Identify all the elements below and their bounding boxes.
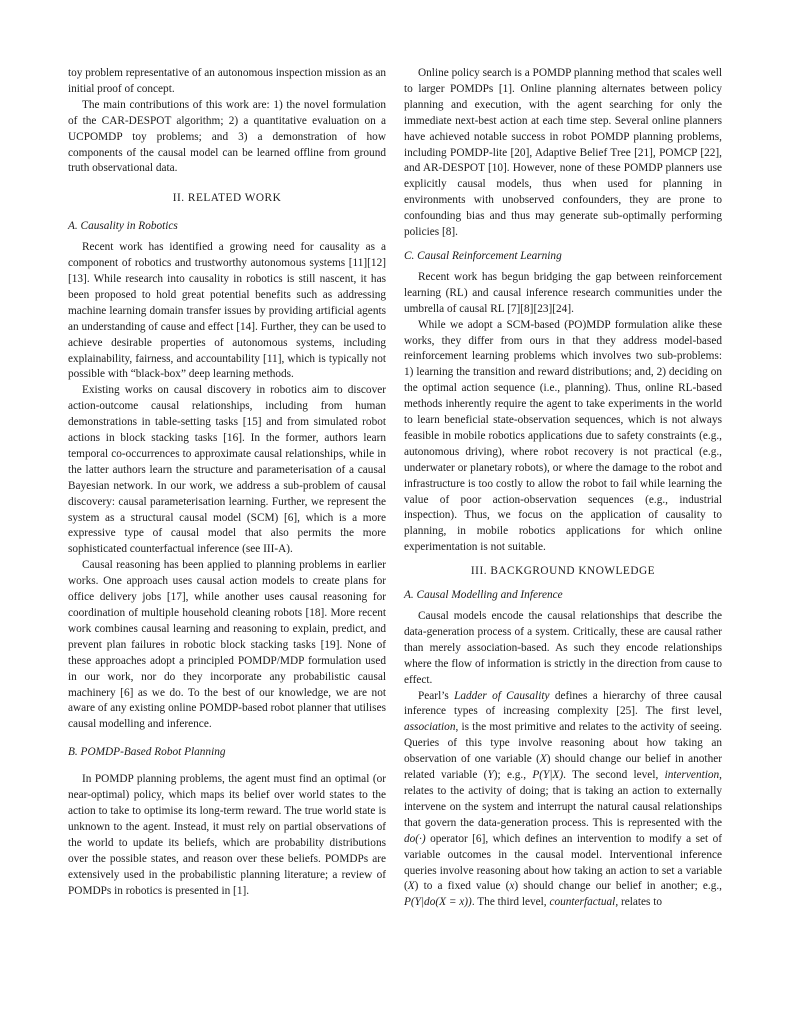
math-p-y-given-x: P(Y|X): [532, 769, 564, 782]
ladder-text-9: ); e.g.,: [493, 769, 533, 782]
ladder-text-5: , is the most primitive and relates to the activity of seeing. Queries of this type involve reasoning about how taking an observation of one variable (: [404, 721, 722, 766]
math-x: X: [539, 753, 547, 766]
math-do-operator: do(·): [404, 832, 426, 845]
causal-models-paragraph: Causal models encode the causal relationships that describe the data-generation process of a system. Critically, these are causal rather than merely association-based. As such they encode relationships where the flow of information is strictly in the direction from cause to effect.: [404, 610, 722, 686]
causality-paragraph-3: Causal reasoning has been applied to planning problems in earlier works. One approach uses causal action models to create plans for office delivery jobs [17], while another uses causal reasoning for coordination of multiple household cleaning robots [18]. More recent work combines causal learning and reasoning to explain, predict, and prevent plan failures in robotic block stacking tasks [19]. None of these approaches adopt a principled POMDP/MDP formulation used in our work, nor do they incorporate any probabilistic causal machinery [6] as we do. To the best of our knowledge, we are not aware of any existing online POMDP-based robot planner that utilises causal modelling and inference.: [68, 559, 386, 731]
ladder-text-15: operator [6], which defines an intervention to modify a set of variable outcomes in the causal model. Interventional inference queries involve reasoning about how taking an action to set a variable (: [404, 832, 722, 893]
subsection-causal-rl-heading: C. Causal Reinforcement Learning: [404, 249, 562, 262]
ladder-term-counterfactual: counterfactual: [549, 896, 616, 909]
ladder-term-intervention: intervention: [664, 769, 720, 782]
subsection-causal-modelling-heading: A. Causal Modelling and Inference: [404, 589, 563, 602]
ladder-text-23: , relates to: [615, 896, 663, 909]
ladder-text-13: , relates to the activity of doing; that is taking an action to externally intervene on the system and interrupt the natural causal relationships that govern the data-generation process. This is represented with the: [404, 769, 722, 829]
ladder-text-3: defines a hierarchy of three causal inference types of increasing complexity [25]. The first level,: [404, 689, 722, 718]
subsection-pomdp-heading: B. POMDP-Based Robot Planning: [68, 746, 226, 759]
ladder-term-ladder: Ladder of Causality: [454, 689, 550, 702]
causality-paragraph-1: Recent work has identified a growing need for causality as a component of robotics and trustworthy autonomous systems [11][12][13]. While research into causality in robotics is still nascent, it has been proposed to hold great potential benefits such as addressing machine learning domain transfer issues by providing artificial agents an understanding of cause and effect [14]. Further, they can be used to achieve desirable properties of autonomous systems, including explainability, fairness, and accountability [11], which is typically not possible with “black-box” deep learning methods.: [68, 241, 386, 381]
left-column: [68, 66, 386, 899]
subsection-causality-heading: A. Causality in Robotics: [68, 220, 178, 233]
ladder-term-association: association: [404, 721, 456, 734]
ladder-text-19: ) should change our belief in another; e.g.,: [514, 880, 722, 893]
math-x-var: X: [407, 880, 415, 893]
right-column: [404, 66, 722, 911]
section-ii-heading: II. RELATED WORK: [172, 192, 282, 205]
pomdp-paragraph-1: In POMDP planning problems, the agent must find an optimal (or near-optimal) policy, which maps its belief over world states to the action to take to optimise its long-term reward. The true world state is unknown to the agent. Instead, it must rely on partial observations of the world to update its beliefs, which are probability distributions over the possible states, and reason over these beliefs. POMDPs are extensively used in the probabilistic planning literature; a review of POMDPs in robotics is presented in [1].: [68, 773, 386, 897]
ladder-text-7: ) should change our belief in another related variable (: [404, 753, 722, 782]
causality-paragraph-2: Existing works on causal discovery in robotics aim to discover action-outcome causal relationships, including from human demonstrations in table-setting tasks [15] and from simulated robot actions in block stacking tasks [16]. In the former, authors learn temporal co-occurrences to approximate causal relationships, while in the latter authors learn the structure and parameterisation of a causal Bayesian network. In our work, we address a sub-problem of causal discovery: causal parameterisation learning. Further, we represent the system as a structural causal model (SCM) [6], which is a more expressive type of causal model that also permits the more sophisticated counterfactual inference (see III-A).: [68, 384, 386, 556]
section-iii-heading: III. BACKGROUND KNOWLEDGE: [470, 565, 656, 578]
contributions-paragraph: The main contributions of this work are: 1) the novel formulation of the CAR-DESPOT algorithm; 2) a quantitative evaluation on a UCPOMDP toy problems; and 3) a demonstration of how components of the causal model can be learned offline from ground truth observational data.: [68, 98, 386, 175]
math-y: Y: [487, 769, 494, 782]
ladder-text-21: . The third level,: [471, 896, 550, 909]
ladder-of-causality-paragraph: [404, 689, 722, 912]
online-planning-paragraph: Online policy search is a POMDP planning method that scales well to larger POMDPs [1]. Online planning alternates between policy planning and execution, with the agent searching for only the immediate next-best action at each time step. Several online planners have achieved notable success in robot POMDP planning problems, including POMDP-lite [20], Adaptive Belief Tree [21], POMCP [22], and AR-DESPOT [10]. However, none of these POMDP planners use explicitly causal models, thus when used for planning in environments with unobserved confounders, they are prone to confounding bias and thus may generate sub-optimally performing policies [8].: [404, 67, 722, 239]
ladder-text-11: . The second level,: [563, 769, 665, 782]
intro-continuation-paragraph: toy problem representative of an autonomous inspection mission as an initial proof of concept.: [68, 67, 386, 95]
causal-rl-paragraph-2: While we adopt a SCM-based (PO)MDP formulation alike these works, they differ from ours in that they address model-based reinforcement learning problems which involves two sub-problems: 1) learning the transition and reward distributions; and, 2) deciding on the optimal action sequence (i.e., planning). Thus, online RL-based methods inherently require the agent to take experiments in the world to learn beneficial state-observation sequences, which is not always feasible in mobile robotics applications due to safety constraints (e.g., autonomous driving), where robot recovery is not practical (e.g., underwater or planetary robots), or where the damage to the robot and infrastructure is too costly to allow the robot to fail while learning the value of poor action-observation sequences (e.g., industrial inspection). Thus, we focus on the application of causality to planning, in mobile robotics applications for which online experimentation is not suitable.: [404, 318, 722, 554]
ladder-text-1: Pearl’s: [418, 689, 455, 702]
math-p-y-do-x: P(Y|do(X = x)): [404, 896, 472, 909]
causal-rl-paragraph-1: Recent work has begun bridging the gap between reinforcement learning (RL) and causal inference research communities under the umbrella of causal RL [7][8][23][24].: [404, 270, 722, 315]
math-x-value: x: [509, 880, 515, 893]
ladder-text-17: ) to a fixed value (: [414, 880, 510, 893]
